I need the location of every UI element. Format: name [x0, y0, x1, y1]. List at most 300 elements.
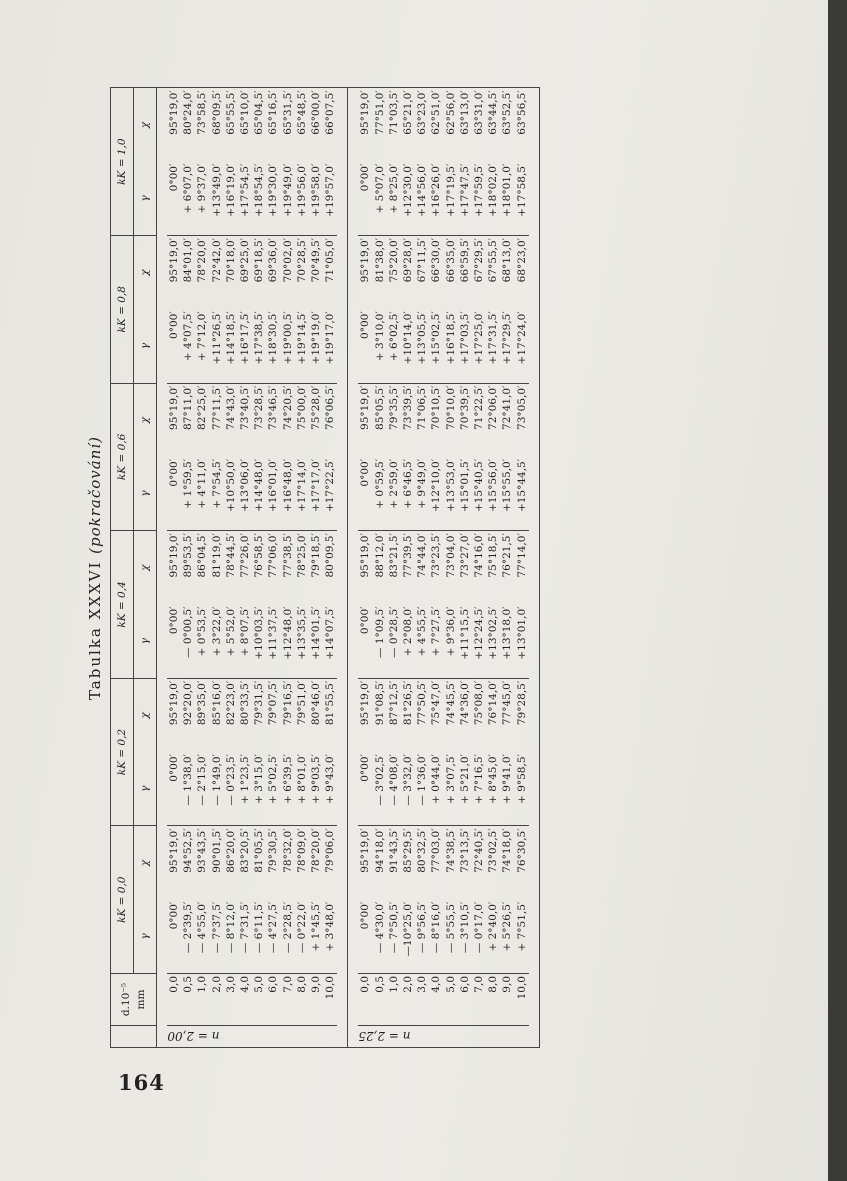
gamma-cell: — 4°55,0′ — [195, 900, 209, 974]
table-row — [252, 88, 266, 1048]
thickness-cell: 0,0 — [167, 974, 181, 1026]
gamma-cell: +16°48,0′ — [281, 457, 295, 531]
chi-cell: 77°26,0′ — [239, 533, 252, 578]
gamma-cell: +16°18,5′ — [444, 309, 458, 383]
group-header: kK = 0,4 — [111, 531, 134, 679]
chi-cell: 76°06,5′ — [324, 385, 337, 430]
table-row — [238, 88, 252, 1048]
chi-cell: 78°44,5′ — [224, 533, 237, 578]
gamma-cell: +14°18,5′ — [224, 309, 238, 383]
thickness-cell: 1,0 — [195, 974, 209, 1026]
chi-cell: 79°31,5′ — [253, 680, 266, 726]
table-row — [458, 88, 472, 1048]
thickness-cell: 1,0 — [387, 974, 401, 1026]
gamma-cell: 0°00′ — [358, 604, 372, 678]
chi-cell: 66°30,0′ — [430, 237, 443, 283]
gamma-cell: — 4°27,5′ — [266, 900, 280, 974]
chi-cell: 73°02,5′ — [487, 828, 500, 873]
chi-cell: 95°19,0′ — [168, 237, 180, 283]
chi-cell: 77°06,0′ — [267, 533, 280, 578]
chi-cell: 71°06,5′ — [416, 385, 429, 430]
thickness-cell: 6,0 — [266, 974, 280, 1026]
gamma-header: γ — [134, 162, 157, 236]
chi-cell: 67°11,5′ — [416, 237, 429, 283]
chi-cell: 95°19,0′ — [168, 90, 180, 135]
table-row — [387, 88, 401, 1048]
gamma-cell: — 1°36,0′ — [415, 752, 429, 826]
gamma-cell: + 9°49,0′ — [415, 457, 429, 531]
chi-cell: 85°16,0′ — [210, 680, 223, 726]
thickness-cell: 0,5 — [373, 974, 387, 1026]
chi-cell: 73°23,5′ — [430, 533, 443, 578]
group-header: kK = 0,2 — [111, 678, 134, 826]
thickness-cell: 10,0 — [323, 974, 337, 1026]
gamma-cell: +14°07,5′ — [323, 604, 337, 678]
thickness-cell: 7,0 — [281, 974, 295, 1026]
gamma-header: γ — [134, 900, 157, 974]
chi-cell: 87°12,5′ — [387, 680, 400, 726]
chi-cell: 89°35,0′ — [196, 680, 209, 726]
gamma-cell: +17°47,5′ — [458, 162, 472, 236]
chi-cell: 70°10,0′ — [444, 385, 457, 430]
gamma-cell: +19°14,5′ — [295, 309, 309, 383]
gamma-cell: 0°00′ — [358, 900, 372, 974]
table-row — [358, 88, 372, 1048]
gamma-cell: + 4°55,5′ — [415, 604, 429, 678]
gamma-cell: +15°44,5′ — [515, 457, 529, 531]
gamma-cell: 0°00′ — [358, 162, 372, 236]
gamma-cell: 0°00′ — [358, 309, 372, 383]
table-row — [181, 88, 195, 1048]
gamma-cell: 0°00′ — [167, 752, 181, 826]
gamma-cell: — 0°00,5′ — [181, 604, 195, 678]
chi-cell: 78°32,0′ — [281, 828, 294, 873]
gamma-cell: — 2°15,0′ — [195, 752, 209, 826]
chi-cell: 78°09,0′ — [295, 828, 308, 873]
gamma-cell: — 2°28,5′ — [281, 900, 295, 974]
chi-cell: 95°19,0′ — [168, 828, 180, 873]
gamma-cell: + 3°10,0′ — [373, 309, 387, 383]
gamma-cell: + 0°44,0′ — [429, 752, 443, 826]
chi-cell: 73°13,5′ — [458, 828, 471, 873]
gamma-cell: + 8°07,5′ — [238, 604, 252, 678]
gamma-cell: +17°17,0′ — [309, 457, 323, 531]
gamma-cell: + 7°12,0′ — [195, 309, 209, 383]
chi-cell: 95°19,0′ — [359, 237, 372, 283]
chi-cell: 82°23,0′ — [224, 680, 237, 726]
gamma-cell: — 3°02,5′ — [373, 752, 387, 826]
gamma-cell: +14°56,0′ — [415, 162, 429, 236]
gamma-cell: + 3°22,0′ — [210, 604, 224, 678]
gamma-cell: —10°25,0′ — [401, 900, 415, 974]
chi-cell: 77°38,5′ — [281, 533, 294, 578]
chi-cell: 70°39,5′ — [458, 385, 471, 430]
chi-cell: 63°13,0′ — [458, 90, 471, 135]
chi-cell: 73°28,5′ — [253, 385, 266, 430]
gamma-cell: — 0°17,0′ — [472, 900, 486, 974]
chi-cell: 73°27,0′ — [458, 533, 471, 578]
gamma-cell: 0°00′ — [167, 900, 181, 974]
chi-cell: 73°39,5′ — [402, 385, 415, 430]
gamma-cell: + 3°48,0′ — [323, 900, 337, 974]
chi-cell: 79°51,0′ — [295, 680, 308, 726]
table-row — [401, 88, 415, 1048]
thickness-cell: 8,0 — [295, 974, 309, 1026]
chi-cell: 80°32,5′ — [416, 828, 429, 873]
gamma-cell: +17°25,0′ — [472, 309, 486, 383]
table-caption — [80, 88, 110, 1048]
gamma-cell: +13°05,5′ — [415, 309, 429, 383]
gamma-cell: + 8°01,0′ — [295, 752, 309, 826]
gamma-cell: +15°01,5′ — [458, 457, 472, 531]
chi-cell: 62°56,0′ — [444, 90, 457, 135]
chi-cell: 77°11,5′ — [210, 385, 223, 430]
chi-cell: 72°40,5′ — [473, 828, 486, 873]
gamma-cell: — 4°30,0′ — [373, 900, 387, 974]
gamma-cell: +19°30,0′ — [266, 162, 280, 236]
gamma-cell: +13°06,0′ — [238, 457, 252, 531]
header-d — [111, 974, 157, 1026]
chi-header: χ — [134, 531, 157, 605]
gamma-cell: + 7°27,5′ — [429, 604, 443, 678]
table-row — [429, 88, 443, 1048]
chi-cell: 73°58,5′ — [196, 90, 209, 135]
gamma-cell: + 9°43,0′ — [323, 752, 337, 826]
chi-cell: 66°00,0′ — [310, 90, 323, 135]
thickness-cell: 5,0 — [444, 974, 458, 1026]
gamma-cell: + 5°26,5′ — [500, 900, 514, 974]
gamma-cell: — 1°38,0′ — [181, 752, 195, 826]
table-row — [515, 88, 529, 1048]
chi-cell: 79°16,5′ — [281, 680, 294, 726]
gamma-cell: + 9°58,5′ — [515, 752, 529, 826]
chi-cell: 79°28,5′ — [515, 680, 528, 726]
gamma-cell: 0°00′ — [167, 457, 181, 531]
caption-title: Tabulka XXXVI — [86, 560, 104, 701]
chi-cell: 94°52,5′ — [182, 828, 195, 873]
gamma-cell: +12°48,0′ — [281, 604, 295, 678]
gamma-cell: — 8°12,0′ — [224, 900, 238, 974]
chi-cell: 70°18,0′ — [224, 237, 237, 283]
gamma-cell: +19°49,0′ — [281, 162, 295, 236]
chi-cell: 81°19,0′ — [210, 533, 223, 578]
gamma-cell: +12°30,0′ — [401, 162, 415, 236]
chi-cell: 91°43,5′ — [387, 828, 400, 873]
table-row — [373, 88, 387, 1048]
chi-cell: 70°02,0′ — [281, 237, 294, 283]
chi-cell: 74°16,0′ — [473, 533, 486, 578]
table-row — [266, 88, 280, 1048]
gamma-cell: +19°17,0′ — [323, 309, 337, 383]
chi-cell: 70°28,5′ — [295, 237, 308, 283]
chi-cell: 88°12,0′ — [373, 533, 386, 578]
chi-cell: 67°55,5′ — [487, 237, 500, 283]
chi-cell: 65°10,0′ — [239, 90, 252, 135]
chi-cell: 68°09,5′ — [210, 90, 223, 135]
chi-cell: 62°51,0′ — [430, 90, 443, 135]
chi-cell: 86°20,0′ — [224, 828, 237, 873]
gamma-cell: + 7°54,5′ — [210, 457, 224, 531]
gamma-cell: — 1°49,0′ — [210, 752, 224, 826]
table-row — [210, 88, 224, 1048]
chi-cell: 83°20,5′ — [239, 828, 252, 873]
chi-cell: 72°42,0′ — [210, 237, 223, 283]
thickness-cell: 4,0 — [429, 974, 443, 1026]
gamma-cell: + 0°59,5′ — [373, 457, 387, 531]
chi-cell: 70°10,5′ — [430, 385, 443, 430]
gamma-cell: +17°59,5′ — [472, 162, 486, 236]
chi-cell: 75°47,0′ — [430, 680, 443, 726]
gamma-cell: +13°49,0′ — [210, 162, 224, 236]
chi-cell: 75°18,5′ — [487, 533, 500, 578]
gamma-cell: + 6°07,0′ — [181, 162, 195, 236]
chi-cell: 77°03,0′ — [430, 828, 443, 873]
chi-cell: 78°25,0′ — [295, 533, 308, 578]
gamma-cell: + 5°52,0′ — [224, 604, 238, 678]
group-header: kK = 0,0 — [111, 826, 134, 974]
section-separator — [348, 88, 359, 1048]
thickness-cell: 10,0 — [515, 974, 529, 1026]
gamma-header: γ — [134, 604, 157, 678]
chi-cell: 80°09,5′ — [324, 533, 337, 578]
gamma-cell: +19°57,0′ — [323, 162, 337, 236]
gamma-cell: + 5°21,0′ — [458, 752, 472, 826]
gamma-cell: +17°14,0′ — [295, 457, 309, 531]
thickness-cell: 0,0 — [358, 974, 372, 1026]
chi-cell: 71°22,5′ — [473, 385, 486, 430]
section-spacer — [157, 88, 168, 1048]
gamma-cell: +17°29,5′ — [500, 309, 514, 383]
chi-cell: 95°19,0′ — [359, 680, 372, 726]
page-number: 164 — [118, 1070, 165, 1095]
chi-cell: 65°55,5′ — [224, 90, 237, 135]
gamma-cell: +18°02,0′ — [486, 162, 500, 236]
chi-cell: 74°36,0′ — [458, 680, 471, 726]
gamma-cell: + 3°07,5′ — [444, 752, 458, 826]
gamma-cell: — 0°23,5′ — [224, 752, 238, 826]
gamma-cell: +12°24,5′ — [472, 604, 486, 678]
chi-cell: 67°29,5′ — [473, 237, 486, 283]
table-row — [224, 88, 238, 1048]
chi-cell: 76°30,5′ — [515, 828, 528, 873]
gamma-cell: — 5°55,5′ — [444, 900, 458, 974]
gamma-cell: +11°26,5′ — [210, 309, 224, 383]
gamma-cell: + 6°02,5′ — [387, 309, 401, 383]
chi-cell: 65°04,5′ — [253, 90, 266, 135]
thickness-cell: 8,0 — [486, 974, 500, 1026]
gamma-header: γ — [134, 309, 157, 383]
chi-header: χ — [134, 88, 157, 162]
chi-cell: 75°08,0′ — [473, 680, 486, 726]
gamma-cell: + 2°59,0′ — [387, 457, 401, 531]
chi-cell: 65°16,5′ — [267, 90, 280, 135]
chi-cell: 84°01,0′ — [182, 237, 195, 283]
header-blank — [111, 1026, 157, 1048]
caption-continued: (pokračování) — [86, 435, 104, 554]
gamma-cell: +16°19,0′ — [224, 162, 238, 236]
chi-cell: 81°38,0′ — [373, 237, 386, 283]
gamma-cell: — 1°09,5′ — [373, 604, 387, 678]
chi-cell: 92°20,0′ — [182, 680, 195, 726]
chi-cell: 69°18,5′ — [253, 237, 266, 283]
chi-cell: 95°19,0′ — [168, 680, 180, 726]
chi-cell: 76°14,0′ — [487, 680, 500, 726]
chi-cell: 63°23,0′ — [416, 90, 429, 135]
header-d-unit: mm — [134, 989, 147, 1010]
gamma-header: γ — [134, 752, 157, 826]
gamma-cell: — 4°08,0′ — [387, 752, 401, 826]
gamma-cell: + 6°46,5′ — [401, 457, 415, 531]
chi-cell: 65°31,5′ — [281, 90, 294, 135]
gamma-cell: + 4°11,0′ — [195, 457, 209, 531]
gamma-cell: — 8°16,0′ — [429, 900, 443, 974]
chi-cell: 81°26,5′ — [402, 680, 415, 726]
chi-cell: 69°36,0′ — [267, 237, 280, 283]
gamma-cell: +13°01,0′ — [515, 604, 529, 678]
section-label: n = 2,25 — [358, 1026, 528, 1048]
chi-cell: 77°14,0′ — [515, 533, 528, 578]
table-row — [295, 88, 309, 1048]
gamma-cell: + 7°51,5′ — [515, 900, 529, 974]
data-table — [110, 87, 540, 1048]
chi-header: χ — [134, 235, 157, 309]
gamma-cell: +15°56,0′ — [486, 457, 500, 531]
gamma-cell: +14°01,5′ — [309, 604, 323, 678]
table-row — [500, 88, 514, 1048]
thickness-cell: 0,5 — [181, 974, 195, 1026]
gamma-cell: +19°19,0′ — [309, 309, 323, 383]
chi-cell: 77°39,5′ — [402, 533, 415, 578]
chi-cell: 72°41,0′ — [501, 385, 514, 430]
chi-cell: 68°23,0′ — [515, 237, 528, 283]
chi-cell: 79°06,0′ — [324, 828, 337, 873]
chi-cell: 65°48,5′ — [295, 90, 308, 135]
chi-cell: 66°59,5′ — [458, 237, 471, 283]
chi-cell: 90°01,5′ — [210, 828, 223, 873]
group-header: kK = 0,8 — [111, 235, 134, 383]
section-spacer — [529, 88, 540, 1048]
chi-cell: 78°20,0′ — [310, 828, 323, 873]
table-row — [444, 88, 458, 1048]
gamma-cell: 0°00′ — [167, 604, 181, 678]
chi-cell: 95°19,0′ — [359, 828, 372, 873]
gamma-cell: +17°54,5′ — [238, 162, 252, 236]
chi-cell: 79°18,5′ — [310, 533, 323, 578]
gamma-cell: 0°00′ — [358, 457, 372, 531]
chi-cell: 63°44,5′ — [487, 90, 500, 135]
gamma-cell: + 2°40,0′ — [486, 900, 500, 974]
chi-cell: 71°05,0′ — [324, 237, 337, 283]
gamma-cell: +15°02,5′ — [429, 309, 443, 383]
gamma-cell: + 1°59,5′ — [181, 457, 195, 531]
gamma-cell: + 4°07,5′ — [181, 309, 195, 383]
chi-cell: 79°30,5′ — [267, 828, 280, 873]
gamma-cell: + 8°45,0′ — [486, 752, 500, 826]
chi-cell: 95°19,0′ — [168, 385, 180, 430]
chi-cell: 66°35,0′ — [444, 237, 457, 283]
gamma-cell: +19°00,5′ — [281, 309, 295, 383]
section-spacer — [337, 88, 348, 1048]
group-header: kK = 1,0 — [111, 88, 134, 236]
chi-cell: 87°11,0′ — [182, 385, 195, 430]
table-row — [472, 88, 486, 1048]
gamma-cell: +16°01,0′ — [266, 457, 280, 531]
gamma-cell: + 3°15,0′ — [252, 752, 266, 826]
gamma-cell: +18°54,5′ — [252, 162, 266, 236]
gamma-cell: + 5°07,0′ — [373, 162, 387, 236]
chi-cell: 63°56,5′ — [515, 90, 528, 135]
table-row — [195, 88, 209, 1048]
gamma-cell: — 9°56,5′ — [415, 900, 429, 974]
chi-cell: 78°20,0′ — [196, 237, 209, 283]
chi-cell: 81°55,5′ — [324, 680, 337, 726]
table-body — [157, 88, 540, 1048]
gamma-cell: +19°56,0′ — [295, 162, 309, 236]
gamma-cell: — 0°22,0′ — [295, 900, 309, 974]
thickness-cell: 3,0 — [415, 974, 429, 1026]
table-row — [486, 88, 500, 1048]
thickness-cell: 4,0 — [238, 974, 252, 1026]
chi-cell: 94°18,0′ — [373, 828, 386, 873]
gamma-cell: +11°15,5′ — [458, 604, 472, 678]
thickness-cell: 2,0 — [210, 974, 224, 1026]
gamma-cell: — 0°28,5′ — [387, 604, 401, 678]
chi-cell: 72°06,0′ — [487, 385, 500, 430]
gamma-cell: — 6°11,5′ — [252, 900, 266, 974]
section-label: n = 2,00 — [167, 1026, 337, 1048]
chi-cell: 79°35,5′ — [387, 385, 400, 430]
chi-cell: 76°21,5′ — [501, 533, 514, 578]
chi-cell: 63°31,0′ — [473, 90, 486, 135]
table-row — [415, 88, 429, 1048]
gamma-cell: + 9°37,0′ — [195, 162, 209, 236]
chi-cell: 82°25,0′ — [196, 385, 209, 430]
chi-cell: 85°29,5′ — [402, 828, 415, 873]
chi-cell: 95°19,0′ — [359, 533, 372, 578]
gamma-cell: +13°02,5′ — [486, 604, 500, 678]
page-edge-shadow — [828, 0, 847, 1181]
gamma-cell: +19°58,0′ — [309, 162, 323, 236]
gamma-cell: + 2°08,0′ — [401, 604, 415, 678]
gamma-cell: +18°01,0′ — [500, 162, 514, 236]
chi-cell: 80°46,0′ — [310, 680, 323, 726]
chi-cell: 71°03,5′ — [387, 90, 400, 135]
gamma-cell: 0°00′ — [167, 162, 181, 236]
gamma-cell: — 3°10,5′ — [458, 900, 472, 974]
gamma-cell: + 9°36,0′ — [444, 604, 458, 678]
gamma-cell: +10°50,0′ — [224, 457, 238, 531]
chi-header: χ — [134, 678, 157, 752]
chi-cell: 69°25,0′ — [239, 237, 252, 283]
chi-cell: 95°19,0′ — [359, 385, 372, 430]
gamma-header: γ — [134, 457, 157, 531]
table-row — [281, 88, 295, 1048]
gamma-cell: +10°03,5′ — [252, 604, 266, 678]
gamma-cell: + 1°23,5′ — [238, 752, 252, 826]
thickness-cell: 5,0 — [252, 974, 266, 1026]
thickness-cell: 9,0 — [309, 974, 323, 1026]
chi-cell: 86°04,5′ — [196, 533, 209, 578]
gamma-cell: 0°00′ — [167, 309, 181, 383]
gamma-cell: + 5°02,5′ — [266, 752, 280, 826]
gamma-cell: + 1°45,5′ — [309, 900, 323, 974]
chi-cell: 63°52,5′ — [501, 90, 514, 135]
chi-cell: 77°51,0′ — [373, 90, 386, 135]
gamma-cell: +17°19,5′ — [444, 162, 458, 236]
chi-cell: 89°53,5′ — [182, 533, 195, 578]
chi-cell: 75°20,0′ — [387, 237, 400, 283]
gamma-cell: + 0°53,5′ — [195, 604, 209, 678]
